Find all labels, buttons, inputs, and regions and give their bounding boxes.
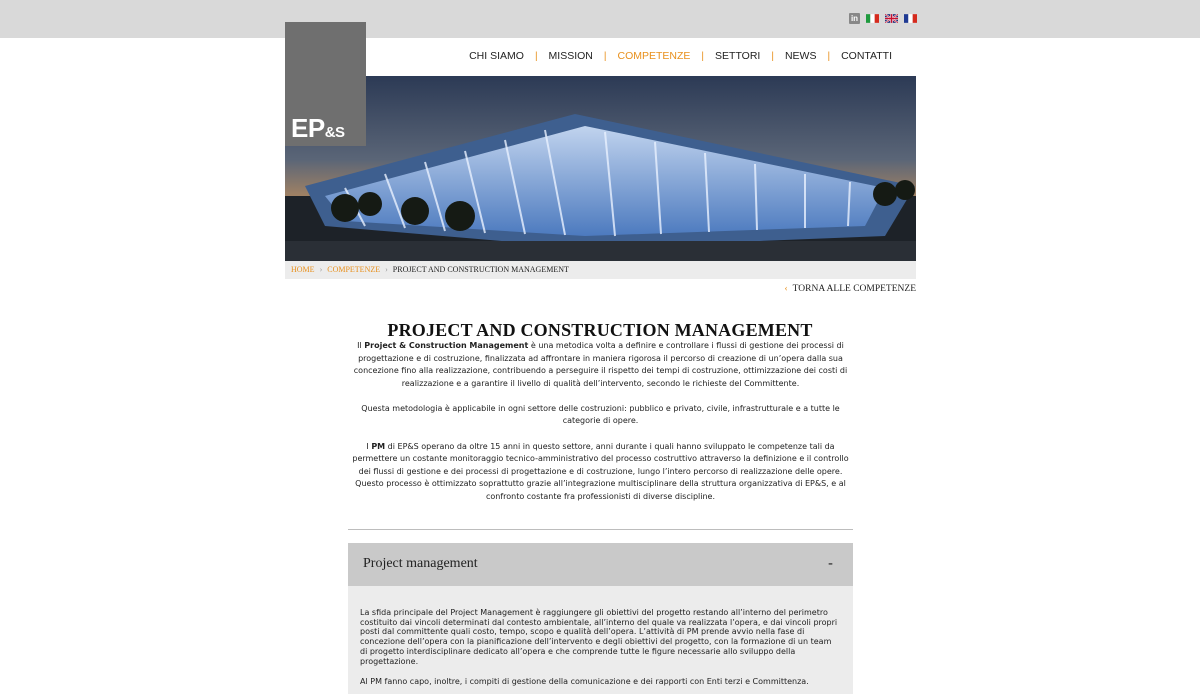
- intro-paragraph-3: I PM di EP&S operano da oltre 15 anni in questo settore, anni durante i quali hanno sviluppato le competenze tali da permettere un costante monitoraggio tecnico-amministrativo del processo costruttivo attraverso la definizione e il controllo dei flussi di gestione e dei processi di progettazione e di costruzione, lungo l’intero percorso di realizzazione delle opere. Questo processo è ottimizzato soprattutto grazie all’integrazione multisciplinare della struttura organizzativa di EP&S, e al confronto costante fra professionisti di diverse discipline.: [352, 441, 849, 501]
- logo-text: EP&S: [291, 113, 345, 143]
- page-title: PROJECT AND CONSTRUCTION MANAGEMENT: [387, 320, 813, 341]
- breadcrumb-arrow: ›: [385, 265, 388, 274]
- collapse-icon[interactable]: -: [828, 555, 833, 572]
- hero-image: [285, 76, 916, 261]
- accordion-project-management-body: [348, 586, 853, 694]
- nav-separator: |: [603, 50, 607, 62]
- nav-chi-siamo[interactable]: CHI SIAMO: [469, 50, 524, 62]
- breadcrumb-competenze[interactable]: COMPETENZE: [327, 265, 381, 274]
- nav-separator: |: [771, 50, 774, 62]
- nav-separator: |: [827, 50, 831, 62]
- nav-mission[interactable]: MISSION: [548, 50, 593, 62]
- nav-news[interactable]: NEWS: [784, 50, 817, 62]
- en-flag-icon[interactable]: [885, 14, 898, 23]
- breadcrumb: [285, 261, 916, 279]
- main-nav: [458, 50, 903, 62]
- nav-separator: |: [701, 50, 705, 62]
- back-link-label: TORNA ALLE COMPETENZE: [792, 284, 916, 294]
- nav-contatti[interactable]: CONTATTI: [841, 50, 892, 62]
- chevron-left-icon: ‹: [784, 284, 788, 294]
- accordion-text: [360, 608, 840, 698]
- nav-settori[interactable]: SETTORI: [715, 50, 761, 62]
- linkedin-icon[interactable]: in: [850, 14, 859, 23]
- accordion-project-management-header[interactable]: [348, 543, 853, 586]
- nav-competenze[interactable]: COMPETENZE: [617, 50, 691, 62]
- accordion-paragraph-1: La sfida principale del Project Management è raggiungere gli obiettivi del progetto restando all’interno del perimetro costituito dai vincoli determinati dal contesto ambientale, all’interno del quale va realizzata l’opera, e dai vincoli propri posti dal committente quali costo, tempo, scopo e qualità dell’opera. L’attività di PM prende avvio nella fase di concezione dell’opera con la pianificazione dell’intervento e degli obiettivi del progetto, con la formazione di un team di progetto interdisciplinare dedicato all’opera e che comprende tutte le figure necessarie allo sviluppo della progettazione.: [360, 608, 838, 666]
- divider: [348, 529, 853, 530]
- breadcrumb-arrow: ›: [319, 265, 323, 274]
- breadcrumb-home[interactable]: HOME: [291, 265, 315, 274]
- logo[interactable]: [285, 22, 366, 146]
- utility-links: [849, 13, 917, 24]
- it-flag-icon[interactable]: [866, 14, 879, 23]
- top-bar: [0, 0, 1200, 38]
- breadcrumb-current: PROJECT AND CONSTRUCTION MANAGEMENT: [392, 265, 569, 274]
- intro-content: [348, 340, 853, 516]
- intro-paragraph-2: Questa metodologia è applicabile in ogni settore delle costruzioni: pubblico e privato, civile, infrastrutturale e a tutte le categorie di opere.: [361, 403, 840, 426]
- fr-flag-icon[interactable]: [904, 14, 917, 23]
- stadium-night-illustration: [285, 76, 916, 261]
- accordion-title: Project management: [363, 556, 478, 571]
- back-to-competenze-link[interactable]: [785, 284, 917, 294]
- accordion-paragraph-2: Al PM fanno capo, inoltre, i compiti di gestione della comunicazione e dei rapporti con Enti terzi e Committenza.: [360, 677, 809, 687]
- intro-paragraph-1: Il Project & Construction Management è una metodica volta a definire e controllare i flussi di gestione dei processi di progettazione e di costruzione, finalizzata ad affrontare in maniera rigorosa il percorso di creazione di un’opera dalla sua concezione fino alla realizzazione, contribuendo a perseguire il rispetto dei tempi di costruzione, ottimizzazione dei costi di realizzazione e a garantire il livello di qualità dell’intervento, secondo le richieste del Committente.: [353, 341, 848, 388]
- nav-separator: |: [534, 50, 538, 62]
